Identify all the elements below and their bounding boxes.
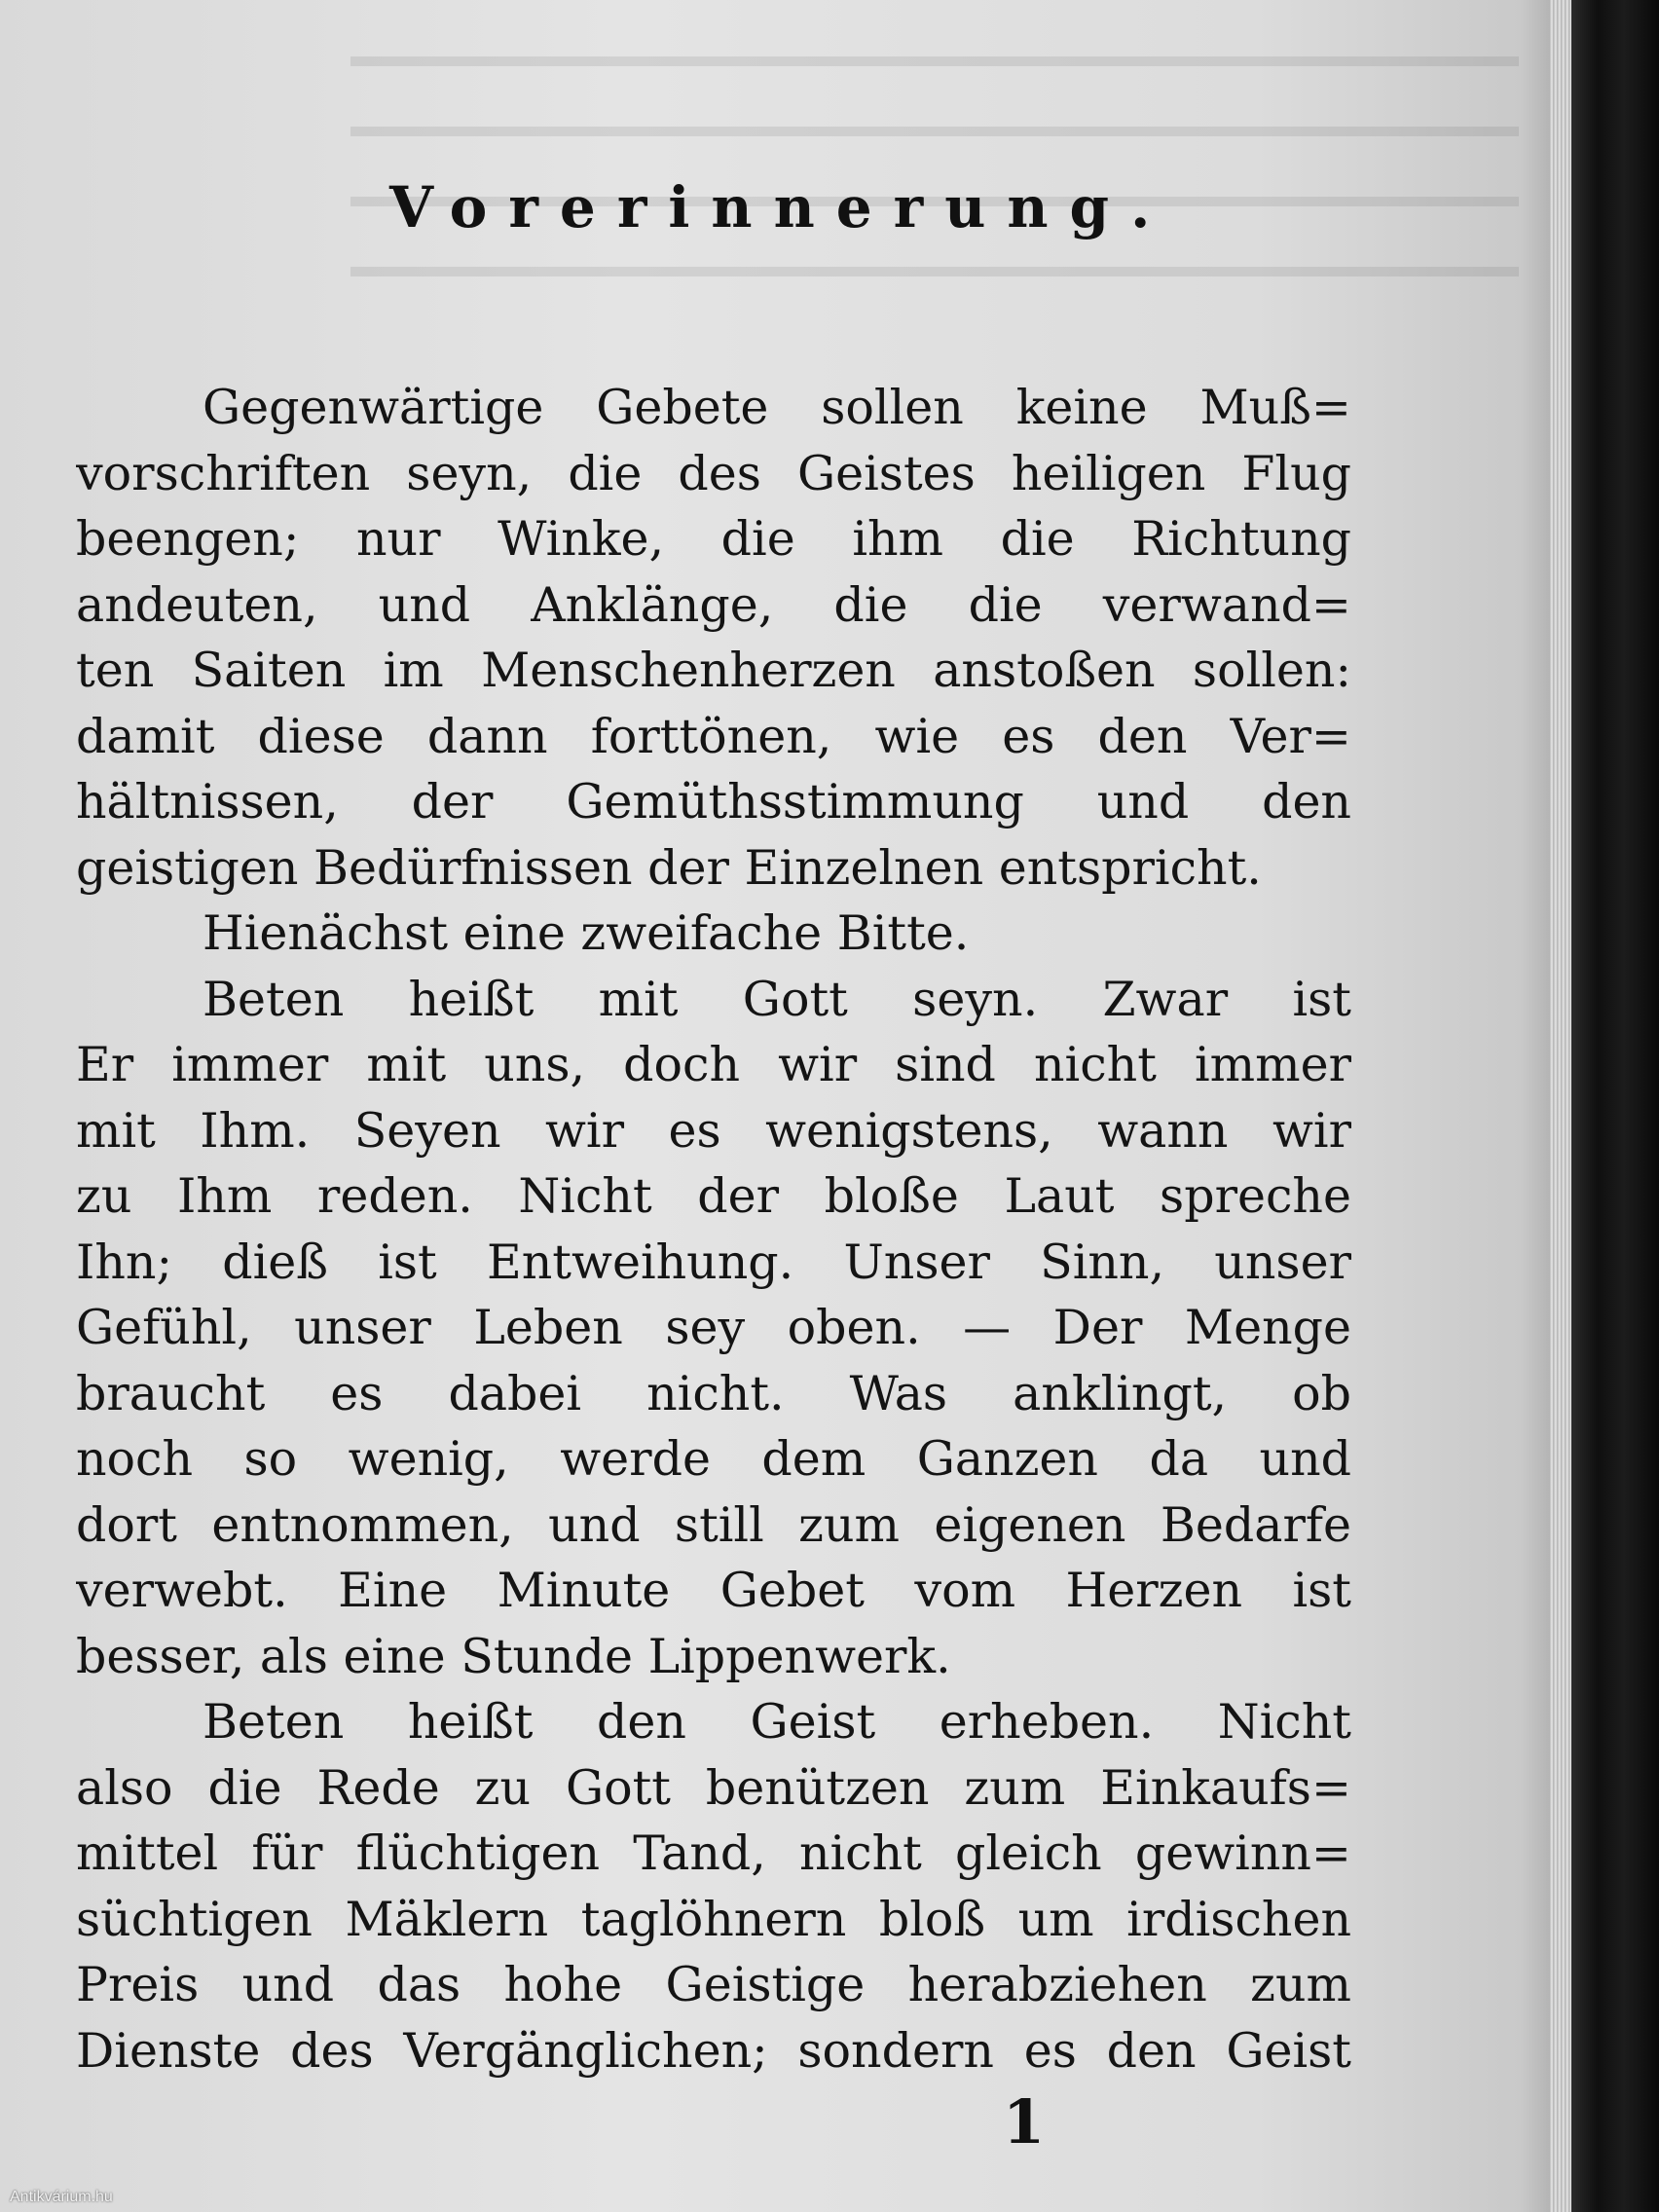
- text-line: braucht es dabei nicht. Was anklingt, ob: [76, 1365, 1351, 1421]
- text-line: Hienächst eine zweifache Bitte.: [203, 905, 970, 961]
- body-text: [76, 375, 1351, 2083]
- text-line: besser, als eine Stunde Lippenwerk.: [76, 1628, 951, 1684]
- book-binding: [1571, 0, 1659, 2212]
- text-line: Dienste des Vergänglichen; sondern es den Geist: [76, 2022, 1351, 2079]
- text-line: Ihn; dieß ist Entweihung. Unser Sinn, unser: [76, 1234, 1351, 1290]
- text-line: ten Saiten im Menschenherzen anstoßen sollen:: [76, 643, 1351, 698]
- page-heading: Vorerinnerung.: [389, 174, 1172, 240]
- text-line: Gefühl, unser Leben sey oben. — Der Menge: [76, 1300, 1351, 1355]
- text-line: dort entnommen, und still zum eigenen Bedarfe: [76, 1496, 1351, 1553]
- text-line: geistigen Bedürfnissen der Einzelnen entspricht.: [76, 839, 1262, 896]
- page-number: 1: [1003, 2086, 1046, 2157]
- text-line: mittel für flüchtigen Tand, nicht gleich gewinn=: [76, 1825, 1351, 1881]
- text-line: also die Rede zu Gott benützen zum Einkaufs=: [76, 1759, 1351, 1816]
- text-line: andeuten, und Anklänge, die die verwand=: [76, 576, 1351, 633]
- text-line: noch so wenig, werde dem Ganzen da und: [76, 1431, 1351, 1487]
- text-line: verwebt. Eine Minute Gebet vom Herzen ist: [76, 1563, 1351, 1618]
- text-line: zu Ihm reden. Nicht der bloße Laut spreche: [76, 1168, 1351, 1224]
- text-line: Beten heißt mit Gott seyn. Zwar ist: [203, 971, 1351, 1027]
- text-line: damit diese dann forttönen, wie es den Ver=: [76, 708, 1351, 764]
- text-line: mit Ihm. Seyen wir es wenigstens, wann wir: [76, 1102, 1351, 1159]
- text-line: hältnissen, der Gemüthsstimmung und den: [76, 774, 1351, 830]
- text-line: vorschriften seyn, die des Geistes heiligen Flug: [76, 445, 1351, 501]
- text-line: beengen; nur Winke, die ihm die Richtung: [76, 511, 1351, 567]
- page-edges: [1550, 0, 1571, 2212]
- text-line: süchtigen Mäklern taglöhnern bloß um irdischen: [76, 1891, 1351, 1947]
- text-line: Gegenwärtige Gebete sollen keine Muß=: [203, 380, 1351, 435]
- watermark: Antikvárium.hu: [10, 2189, 113, 2205]
- text-line: Beten heißt den Geist erheben. Nicht: [203, 1694, 1351, 1750]
- text-line: Preis und das hohe Geistige herabziehen zum: [76, 1957, 1351, 2012]
- text-line: Er immer mit uns, doch wir sind nicht immer: [76, 1037, 1351, 1092]
